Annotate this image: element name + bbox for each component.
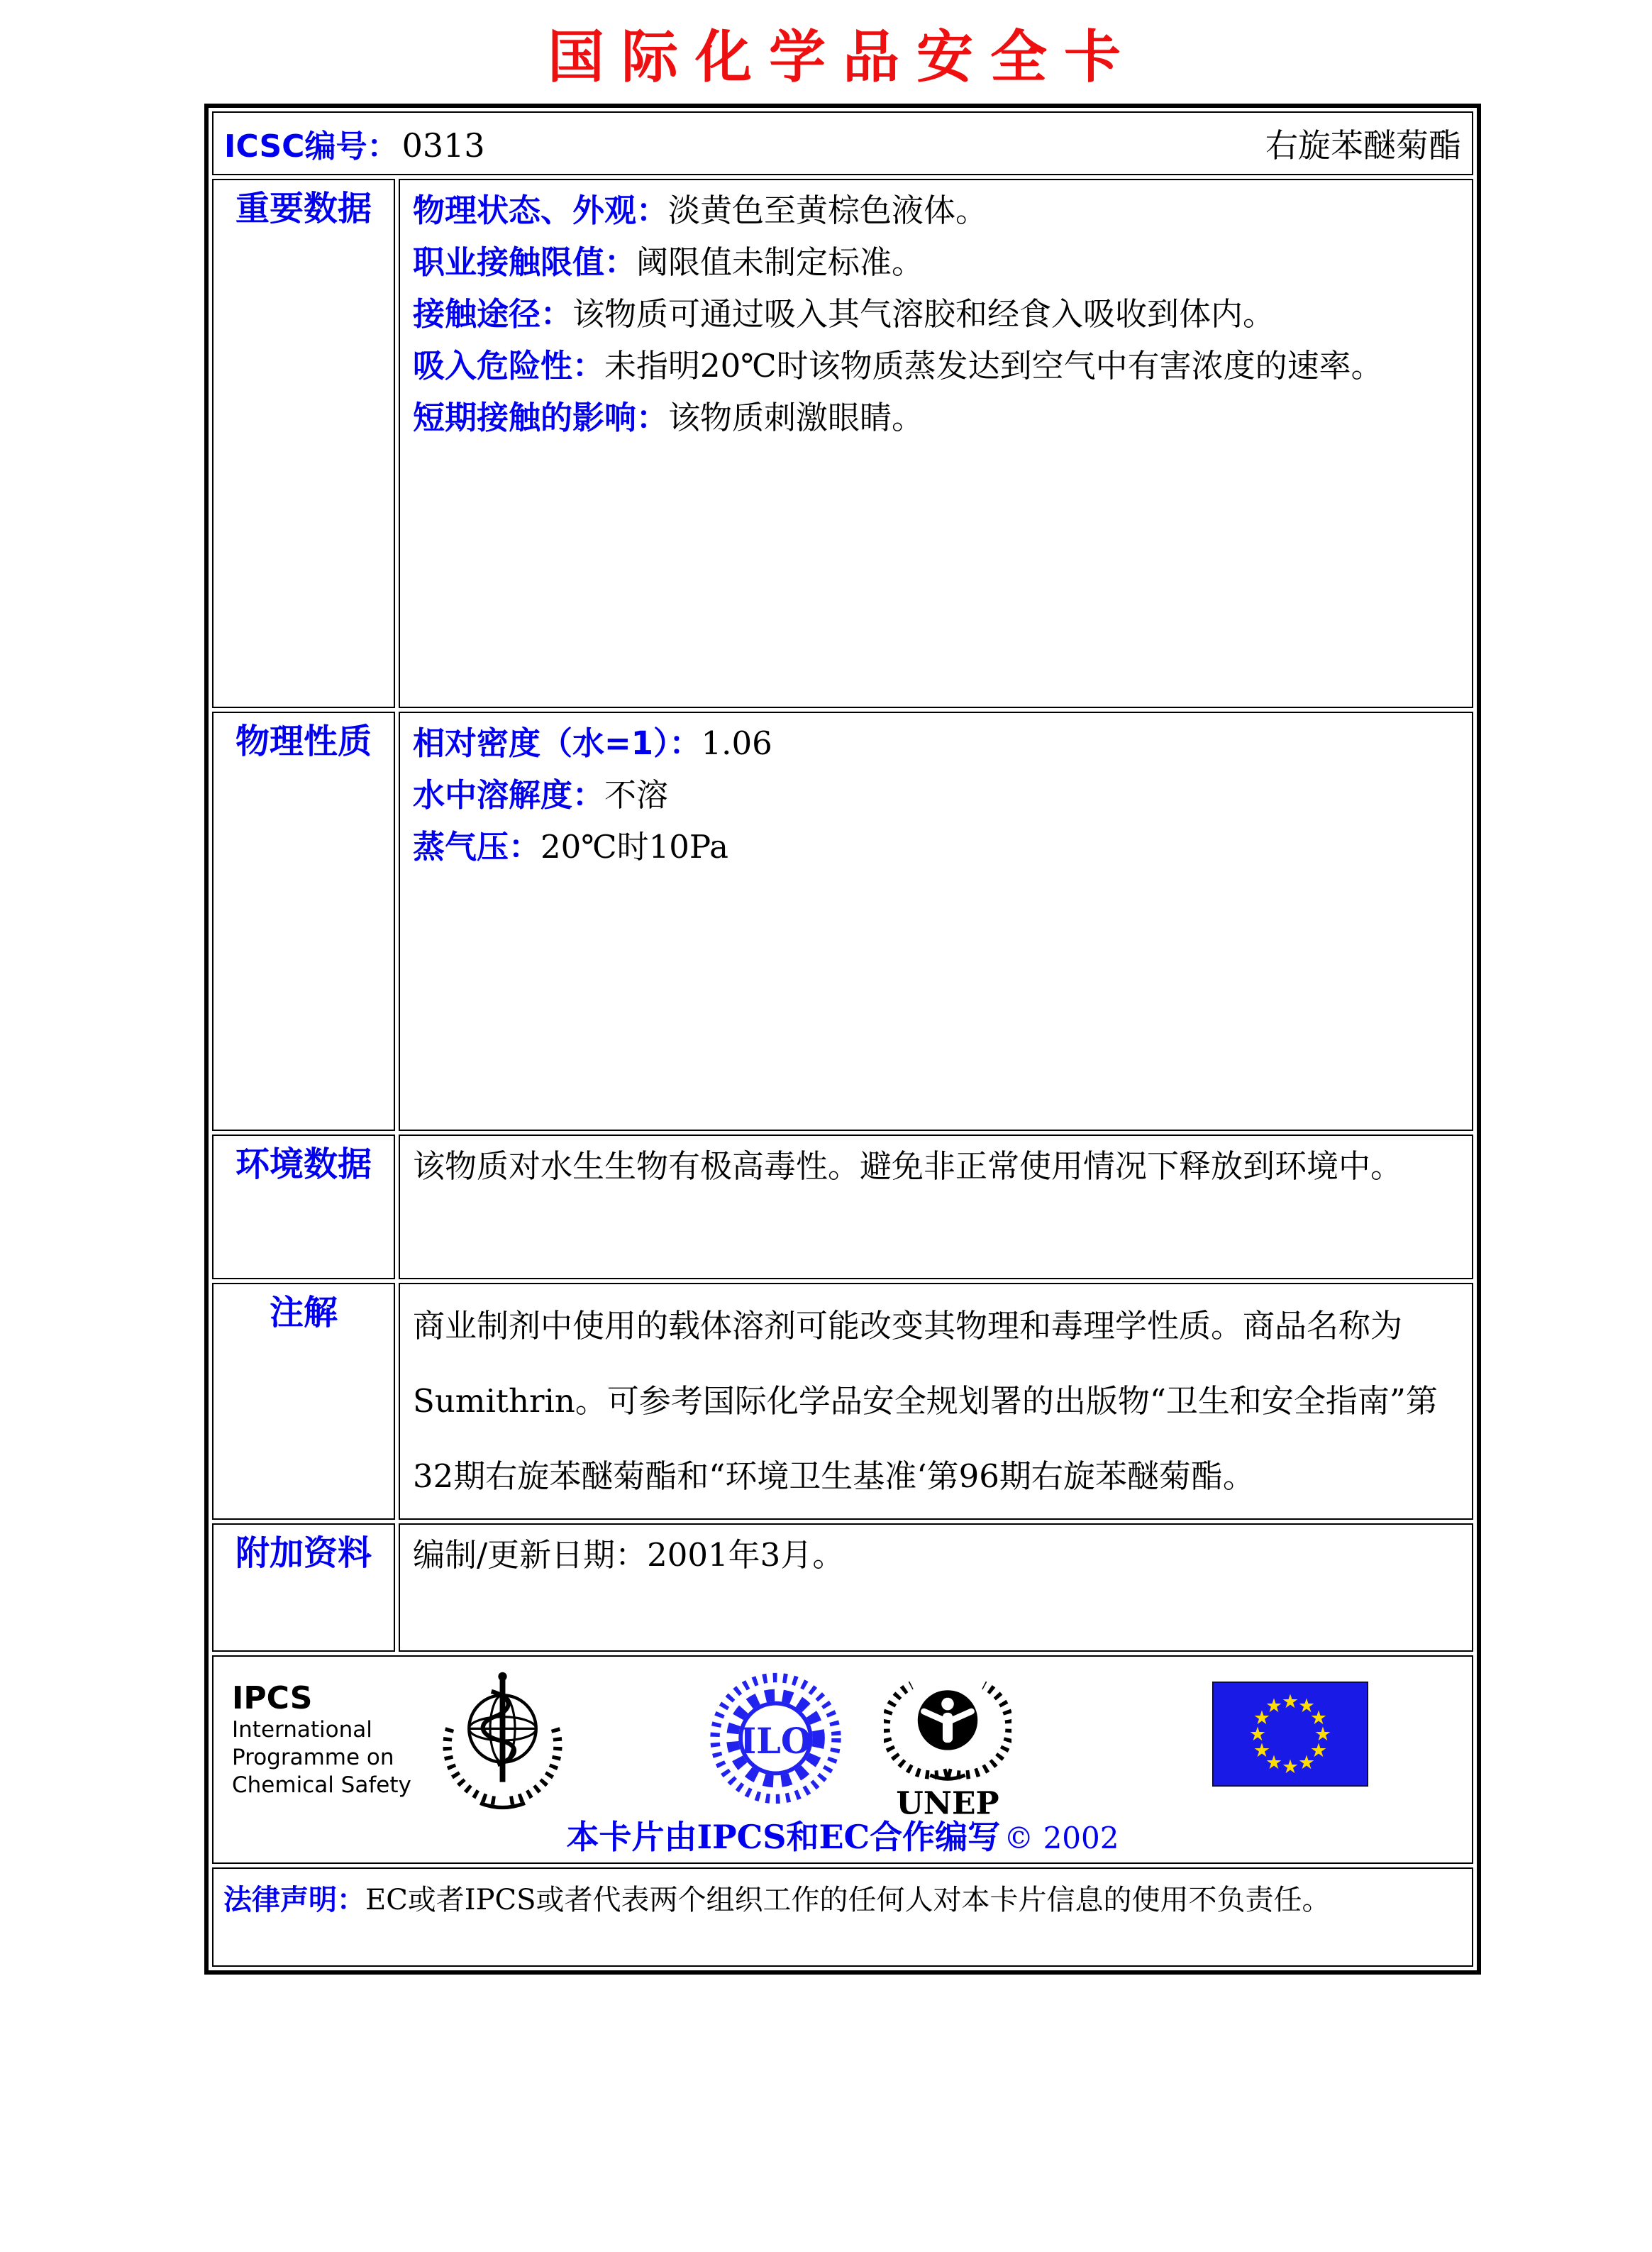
svg-text:★: ★ <box>1253 1707 1271 1729</box>
svg-text:★: ★ <box>1265 1695 1283 1717</box>
kv-key: 吸入危险性： <box>413 347 605 385</box>
kv-line <box>413 717 1459 769</box>
kv-value: 阈限值未制定标准。 <box>636 243 924 281</box>
kv-key: 水中溶解度： <box>413 776 605 814</box>
kv-value: 不溶 <box>604 776 669 814</box>
icsc-number-label: ICSC编号： <box>224 128 399 165</box>
kv-value: 20℃时10Pa <box>540 828 728 866</box>
ipcs-name-line: Programme on <box>232 1745 394 1770</box>
chemical-name: 右旋苯醚菊酯 <box>1265 126 1461 165</box>
kv-key: 职业接触限值： <box>413 243 637 281</box>
kv-value: 1.06 <box>701 724 772 762</box>
environmental-data-label-cell <box>212 1135 395 1279</box>
section-text: 该物质对水生生物有极高毒性。避免非正常使用情况下释放到环境中。 <box>413 1147 1403 1185</box>
logos-row <box>212 1655 1473 1864</box>
svg-text:★: ★ <box>1248 1723 1267 1745</box>
environmental-data-row <box>212 1135 1473 1279</box>
ilo-letters: ILO <box>740 1720 811 1762</box>
important-data-row <box>212 179 1473 708</box>
header-cell <box>212 111 1473 175</box>
kv-value: 该物质刺激眼睛。 <box>668 399 924 436</box>
kv-key: 短期接触的影响： <box>413 399 669 436</box>
section-label: 物理性质 <box>235 722 372 761</box>
svg-text:★: ★ <box>1253 1740 1271 1762</box>
svg-text:★: ★ <box>1314 1723 1332 1745</box>
who-emblem-icon <box>440 1665 565 1811</box>
section-label: 环境数据 <box>235 1144 372 1184</box>
section-label: 附加资料 <box>235 1533 372 1573</box>
copyright-text: © 2002 <box>1004 1821 1119 1855</box>
additional-info-content-cell <box>399 1523 1473 1652</box>
environmental-data-content-cell <box>399 1135 1473 1279</box>
important-data-content-cell <box>399 179 1473 708</box>
kv-line <box>413 236 1459 288</box>
icsc-number-group <box>224 121 485 166</box>
ipcs-logo-block <box>232 1681 411 1799</box>
svg-text:★: ★ <box>1309 1707 1328 1729</box>
additional-info-label-cell <box>212 1523 395 1652</box>
icsc-number-value: 0313 <box>401 126 485 165</box>
logos-cell <box>212 1655 1473 1864</box>
kv-value: 淡黄色至黄棕色液体。 <box>668 192 988 229</box>
svg-text:★: ★ <box>1297 1695 1316 1717</box>
kv-key: 物理状态、外观： <box>413 192 669 229</box>
additional-info-row <box>212 1523 1473 1652</box>
svg-text:★: ★ <box>1281 1756 1299 1778</box>
ipcs-name-line: International <box>232 1717 372 1743</box>
svg-text:★: ★ <box>1297 1752 1316 1774</box>
svg-text:★: ★ <box>1309 1740 1328 1762</box>
kv-value: 未指明20℃时该物质蒸发达到空气中有害浓度的速率。 <box>604 347 1383 385</box>
physical-properties-label-cell <box>212 712 395 1131</box>
svg-text:★: ★ <box>1265 1752 1283 1774</box>
header-row <box>212 111 1473 175</box>
page-title: 国际化学品安全卡 <box>548 23 1138 90</box>
physical-properties-row <box>212 712 1473 1131</box>
kv-line <box>413 821 1459 873</box>
legal-cell <box>212 1867 1473 1967</box>
icsc-card-table <box>204 104 1481 1975</box>
credit-text: 本卡片由IPCS和EC合作编写 <box>566 1818 1001 1856</box>
credit-line <box>214 1811 1472 1858</box>
eu-flag-icon <box>1212 1682 1368 1787</box>
physical-properties-content-cell <box>399 712 1473 1131</box>
kv-line <box>413 392 1459 443</box>
legal-row <box>212 1867 1473 1967</box>
important-data-label-cell <box>212 179 395 708</box>
notes-content-cell <box>399 1283 1473 1520</box>
unep-letters: UNEP <box>896 1785 999 1821</box>
kv-line <box>413 769 1459 821</box>
kv-line <box>413 184 1459 236</box>
kv-line <box>413 340 1459 392</box>
section-label: 注解 <box>269 1293 338 1332</box>
ipcs-acronym: IPCS <box>232 1680 313 1716</box>
kv-key: 蒸气压： <box>413 828 541 866</box>
kv-key: 相对密度（水=1）： <box>413 724 702 762</box>
section-text: 商业制剂中使用的载体溶剂可能改变其物理和毒理学性质。商品名称为Sumithrin。可参考国际化学品安全规划署的出版物“卫生和安全指南”第32期右旋苯醚菊酯和“环境卫生基准‘第96期右旋苯醚菊酯。 <box>413 1307 1438 1495</box>
notes-row <box>212 1283 1473 1520</box>
ilo-emblem-icon <box>706 1671 845 1806</box>
kv-value: 该物质可通过吸入其气溶胶和经食入吸收到体内。 <box>572 295 1275 333</box>
notes-label-cell <box>212 1283 395 1520</box>
legal-label: 法律声明： <box>223 1884 365 1916</box>
kv-line <box>413 288 1459 340</box>
ipcs-name-line: Chemical Safety <box>232 1772 411 1798</box>
svg-text:★: ★ <box>1281 1691 1299 1713</box>
kv-key: 接触途径： <box>413 295 573 333</box>
section-text: 编制/更新日期：2001年3月。 <box>413 1536 845 1574</box>
legal-text: EC或者IPCS或者代表两个组织工作的任何人对本卡片信息的使用不负责任。 <box>365 1884 1331 1916</box>
unep-emblem-icon <box>884 1665 1011 1821</box>
section-label: 重要数据 <box>235 189 372 228</box>
